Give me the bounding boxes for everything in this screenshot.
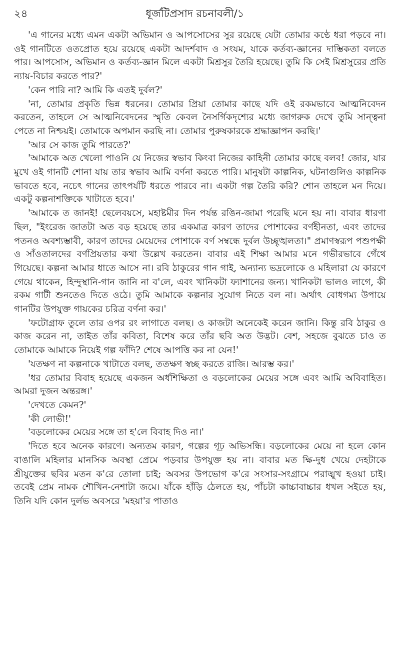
paragraph-5: 'আমাকে অত খেলো পাওনি যে নিজের স্বভাব কিংবা নিজের কাহিনী তোমার কাছে বলব! জোর, যার মুখে ওই গানটি শোনা যায় তার স্বভাব আমি বর্ণনা করতে পারি। মানুষটা কাল্পনিক, ঘটনাগুলিও কাল্পনিক ভাবতে হবে, নচেৎ গানের তাৎপর্যটি ধরতে পারবে না। একটা গল্প তৈরি করি? শোন তাহলে মন দিয়ে। একটু কল্পনাশক্তিকে খাটাতে হবে।' xyxy=(14,154,386,206)
paragraph-2: 'কেন পারি না? আমি কি এতই দুর্বল?' xyxy=(28,85,163,96)
paragraph-11: 'কী লোভী!' xyxy=(28,414,71,425)
paragraph-13: 'দিতে হবে অনেক কারণে। অন্যতম কারণ, গল্পের গূঢ় অভিসন্ধি। বড়লোকের মেয়ে না হলে কোন বাঙালি মহিলার মানসিক অবস্থা প্রেমে পড়বার উপযুক্ত হয় না। বাবার মত ক্ষি-দুধ খেয়ে দেহটাকে শ্রীযুক্তের ছবির মতন ক'রে তোলা চাই; অবসর উপভোগ ক'রে সংসার-সংগ্রামে পরাঙ্মুখ হওয়া চাই। তবেই প্রেম নামক শৌখিন-নেশাটা জমে। যাঁকে হাঁড়ি ঠেলতে হয়, পাঁচটা কাচ্চাবাচ্চার ধখল সইতে হয়, তিনি যদি কোন দুর্লভ অবসরে 'মহয়া'র পাতাও xyxy=(14,442,386,507)
paragraph-7: 'ফটোগ্রাফ তুলে তার ওপর রং লাগাতে বলছ। ও কাজটা অনেকেই করেন জানি। কিন্তু রবি ঠাকুর ও কাজ করেন না, তাইত তাঁর কবিতা, বিশেষ করে তাঁর ছবি অত উদ্ভট। বেশ, সহজে বুঝতে চাও ত তোমাকে আমাকে নিয়েই গল্প ফাঁদি? শেষে আপত্তি কর না যেন!' xyxy=(14,318,386,357)
paragraph-8: 'যতক্ষণ না কল্পনাকে খাটাতে বলছ, ততক্ষণ স্বচ্ছ করতে রাজি। আরম্ভ কর।' xyxy=(28,359,295,370)
paragraph-9: 'ধর তোমার বিবাহ হয়েছে একজন অর্ধশিক্ষিতা ও বড়লোকের মেয়ের সঙ্গে এবং আমি অবিবাহিত। আমরা দুজন অন্তরঙ্গ।' xyxy=(14,373,386,398)
running-title: ধূর্জটিপ্রসাদ রচনাবলী/১ xyxy=(145,8,245,20)
page-number: ২৪ xyxy=(14,8,28,20)
body-text xyxy=(14,30,386,510)
paragraph-10: 'দেখতে কেমন?' xyxy=(28,400,87,411)
running-header xyxy=(14,6,386,22)
paragraph-12: 'বড়লোকের মেয়ের সঙ্গে তা হ'লে বিবাহ দিও না।' xyxy=(28,428,205,439)
paragraph-4: 'আর সে কাজ তুমি পারতে?' xyxy=(28,140,131,151)
paragraph-6: 'আমাকে ত জানই! ছেলেবয়সে, মহাষ্টমীর দিন পর্যন্ত রঙিন-জামা পরেছি মনে হয় না। বাবার ধারণা ছিল, "ইংরেজ জাতটা অত বড় হয়েছে তার একমাত্র কারণ তাদের পোশাকের বর্ণহীনতা, এবং তাদের পতনও অবশ্যম্ভাবী, কারণ তাদের মেয়েদের পোশাকে বর্ণ সম্বন্ধে দুর্বল উচ্ছৃঙ্খলতা।" প্রমাণস্বরূপ পশুপক্ষী ও সাঁওতালদের বর্ণপ্রিয়তার কথা উল্লেখ করতেন। বাবার এই শিক্ষা আমার মনে গভীরভাবে গেঁথে গিয়েছে। কল্পনা আমার ধাতে আসে না। রবি ঠাকুরের গান গাই, অন্যান্য ভদ্রলোকে ও মহিলারা যে কারণে গেয়ে থাকেন, হিন্দুস্থানি-গান জানি না ব'লে, এবং খানিকটা ফ্যাশানের জন্য। খানিকটা ভালও লাগে, কী রকম গাটী শুনতেও দিতে ওঠে। তুমি আমাকে কল্পনার সুযোগ নিতে বল না। অর্থাৎ বোধগম্য উপায়ে গানটির উপযুক্ত গায়কের চরিত্র বর্ণনা কর।' xyxy=(14,209,386,316)
paragraph-1: 'এ গানের মধ্যে এমন একটা অভিমান ও আপসোসের সুর রয়েছে যেটা তোমার কণ্ঠে ধরা পড়বে না। ওই গানটিতে ওতপ্রোত হয়ে রয়েছে একটা আদর্শবাদ ও সংযম, যাকে কর্তব্য-জ্ঞানের দাম্ভিকতা বলতে পার। আপসোস, অভিমান ও কর্তব্য-জ্ঞান মিলে একটা মিশ্রসুর তৈরি হয়েছে। তুমি কি সেই মিশ্রসুরের প্রতি ন্যায়-বিচার করতে পার?' xyxy=(14,31,386,83)
paragraph-3: 'না, তোমার প্রকৃতি ভিন্ন ধরনের। তোমার প্রিয়া তোমার কাছে যদি ওই রকমভাবে আত্মনিবেদন করতেন, তাহলে সে আত্মনিবেদনের স্মৃতি কেবল নৈসর্গিকদৃশ্যের মধ্যে জাগরুক দেখে তুমি সান্ত্বনা পেতে না নিশ্চয়ই। তোমাকে অপমান করছি না। তোমার পুরুষকারকে শ্রদ্ধাজ্ঞাপন করছি।' xyxy=(14,99,386,137)
